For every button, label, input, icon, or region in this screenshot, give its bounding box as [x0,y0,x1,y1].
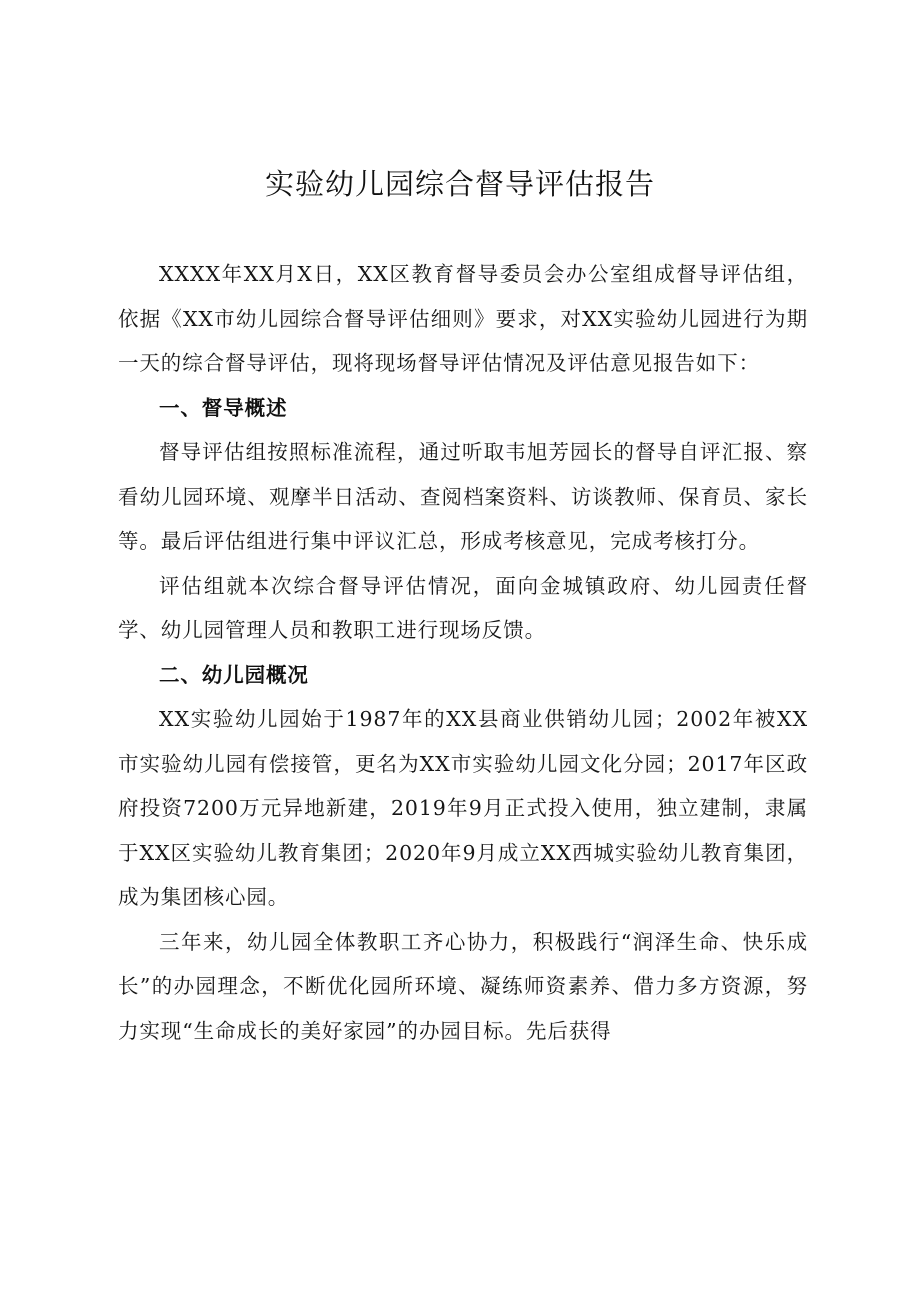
overview-paragraph-2: 评估组就本次综合督导评估情况，面向金城镇政府、幼儿园责任督学、幼儿园管理人员和教职工进行现场反馈。 [118,573,808,642]
profile-paragraph-1: XX实验幼儿园始于1987年的XX县商业供销幼儿园；2002年被XX市实验幼儿园有偿接管，更名为XX市实验幼儿园文化分园；2017年区政府投资7200万元异地新建，2019年9月正式投入使用，独立建制，隶属于XX区实验幼儿教育集团；2020年9月成立XX西城实验幼儿教育集团，成为集团核心园。 [118,707,808,909]
section-heading-overview: 一、督导概述 [159,395,288,420]
overview-paragraph-1: 督导评估组按照标准流程，通过听取韦旭芳园长的督导自评汇报、察看幼儿园环境、观摩半日活动、查阅档案资料、访谈教师、保育员、家长等。最后评估组进行集中评议汇总，形成考核意见，完成考核打分。 [118,440,808,553]
profile-paragraph-2: 三年来，幼儿园全体教职工齐心协力，积极践行“润泽生命、快乐成长”的办园理念，不断优化园所环境、凝练师资素养、借力多方资源，努力实现“生命成长的美好家园”的办园目标。先后获得 [118,929,808,1043]
document-title: 实验幼儿园综合督导评估报告 [264,167,655,201]
document-body [118,252,808,1053]
section-heading-kindergarten-profile: 二、幼儿园概况 [159,662,309,687]
intro-paragraph: XXXX年XX月X日，XX区教育督导委员会办公室组成督导评估组，依据《XX市幼儿园综合督导评估细则》要求，对XX实验幼儿园进行为期一天的综合督导评估，现将现场督导评估情况及评估意见报告如下： [118,262,808,375]
